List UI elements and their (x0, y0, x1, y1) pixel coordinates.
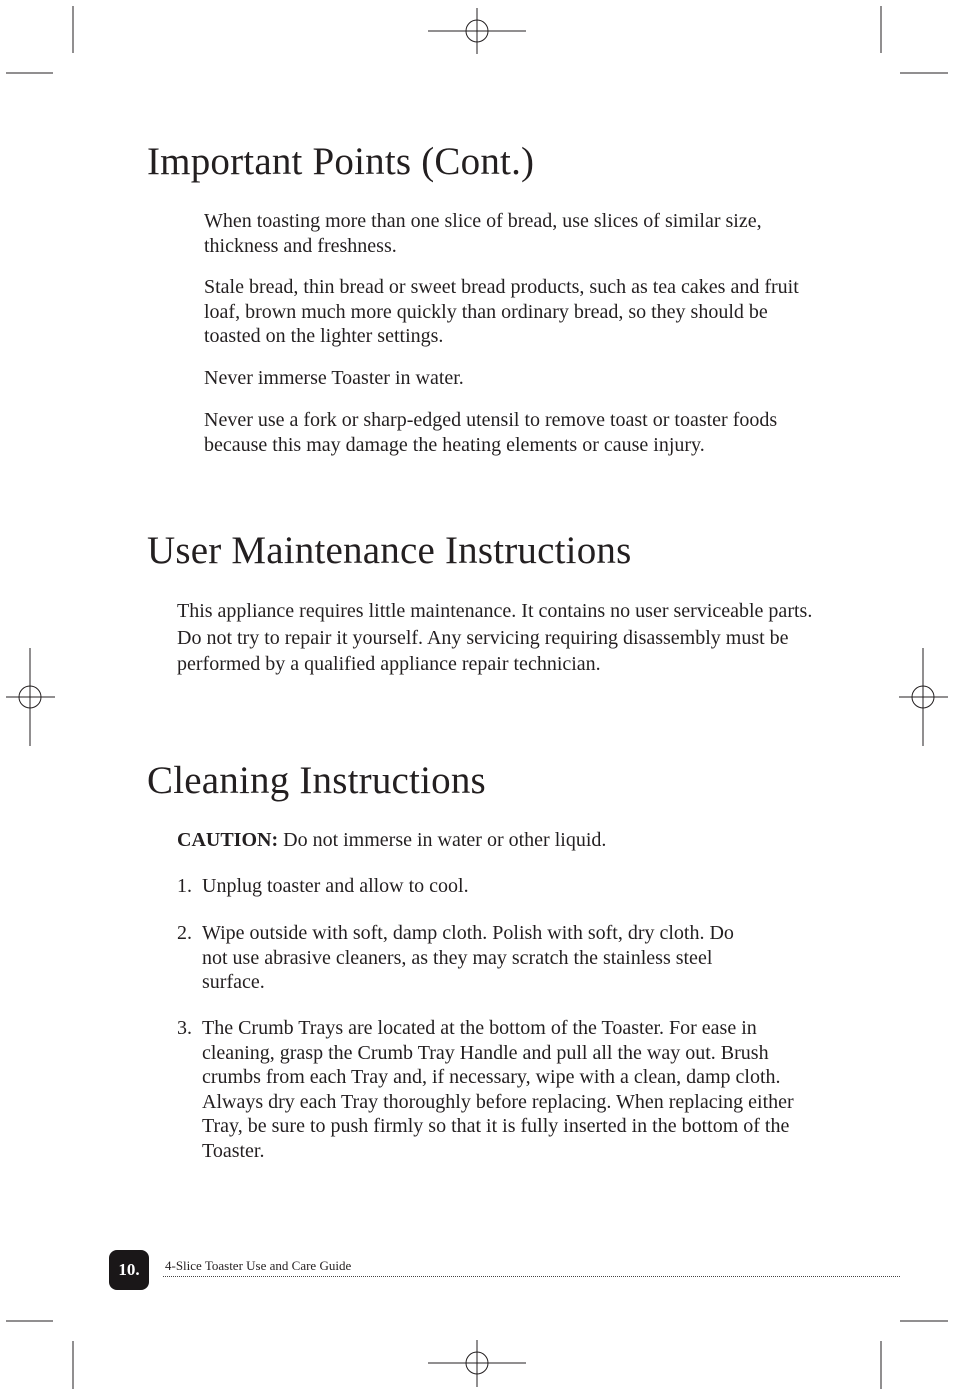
caution-label: CAUTION: (177, 829, 279, 851)
important-point-paragraph: Stale bread, thin bread or sweet bread products, such as tea cakes and fruit loaf, brown much more quickly than ordinary bread, so they should be toasted on the lighter settings. (204, 276, 799, 348)
caution-text: Do not immerse in water or other liquid. (278, 829, 607, 851)
important-point-paragraph: When toasting more than one slice of bread, use slices of similar size, thickness and freshness. (204, 210, 762, 257)
heading-cleaning-instructions: Cleaning Instructions (147, 759, 486, 802)
step-number: 2. (177, 922, 192, 944)
step-text: Unplug toaster and allow to cool. (202, 875, 469, 897)
heading-important-points: Important Points (Cont.) (147, 140, 535, 183)
important-point-paragraph: Never use a fork or sharp-edged utensil to remove toast or toaster foods because this may damage the heating elements or cause injury. (204, 409, 778, 456)
heading-user-maintenance: User Maintenance Instructions (147, 529, 632, 572)
page-number-badge: 10. (109, 1250, 149, 1290)
maintenance-paragraph: This appliance requires little maintenance. It contains no user serviceable parts. Do not try to repair it yourself. Any servicing requiring disassembly must be performed by a qualified appliance repair technician. (177, 600, 813, 676)
cleaning-step (177, 874, 817, 899)
step-text: Wipe outside with soft, damp cloth. Polish with soft, dry cloth. Do not use abrasive cleaners, as they may scratch the stainless steel surface. (202, 922, 734, 994)
footer-guide-title: 4-Slice Toaster Use and Care Guide (165, 1258, 352, 1273)
step-text: The Crumb Trays are located at the bottom of the Toaster. For ease in cleaning, grasp the Crumb Tray Handle and pull all the way out. Brush crumbs from each Tray and, if necessary, wipe with a clean, damp cloth. Always dry each Tray thoroughly before replacing. When replacing either Tray, be sure to push firmly so that it is fully inserted in the bottom of the Toaster. (202, 1017, 794, 1162)
cleaning-step (177, 1016, 817, 1164)
caution-note (177, 828, 817, 853)
important-point-paragraph: Never immerse Toaster in water. (204, 367, 464, 389)
step-number: 1. (177, 875, 192, 897)
cleaning-step (177, 921, 817, 995)
step-number: 3. (177, 1017, 192, 1039)
footer-dotted-rule (163, 1276, 900, 1277)
